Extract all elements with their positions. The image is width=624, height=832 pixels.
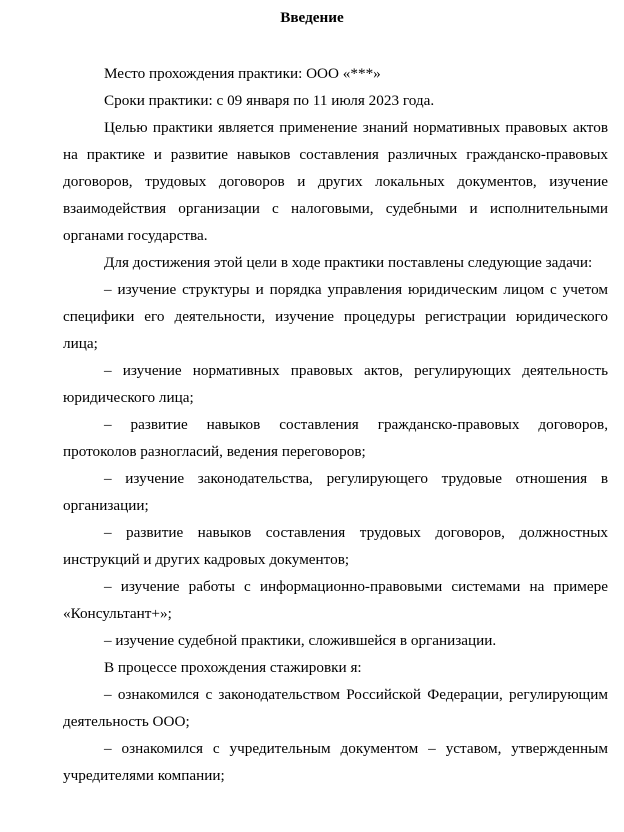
task-item: – развитие навыков составления гражданско-правовых договоров, протоколов разногласий, ведения переговоров;: [63, 416, 608, 460]
result-item: – ознакомился с законодательством Российской Федерации, регулирующим деятельность ООО;: [63, 686, 608, 730]
task-item: – изучение судебной практики, сложившейся в организации.: [104, 632, 497, 649]
task-item: – изучение структуры и порядка управления юридическим лицом с учетом специфики его деятельности, изучение процедуры регистрации юридического лица;: [63, 281, 608, 352]
result-item: – ознакомился с учредительным документом – уставом, утвержденным учредителями компании;: [63, 740, 608, 784]
paragraph-tasks-intro: Для достижения этой цели в ходе практики поставлены следующие задачи:: [104, 254, 593, 271]
paragraph-practice-place: Место прохождения практики: ООО «***»: [104, 65, 381, 82]
task-item: – развитие навыков составления трудовых договоров, должностных инструкций и других кадровых документов;: [63, 524, 608, 568]
paragraph-practice-goal: Целью практики является применение знаний нормативных правовых актов на практике и развитие навыков составления различных гражданско-правовых договоров, трудовых договоров и других локальных документов, изучение взаимодействия организации с налоговыми, судебными и исполнительными органами государства.: [63, 119, 608, 244]
paragraph-internship-intro: В процессе прохождения стажировки я:: [104, 659, 362, 676]
task-item: – изучение работы с информационно-правовыми системами на примере «Консультант+»;: [63, 578, 608, 622]
document-body: [63, 60, 608, 789]
paragraph-practice-dates: Сроки практики: с 09 января по 11 июля 2023 года.: [104, 92, 435, 109]
document-title: Введение: [280, 9, 344, 26]
task-item: – изучение нормативных правовых актов, регулирующих деятельность юридического лица;: [63, 362, 608, 406]
task-item: – изучение законодательства, регулирующего трудовые отношения в организации;: [63, 470, 608, 514]
